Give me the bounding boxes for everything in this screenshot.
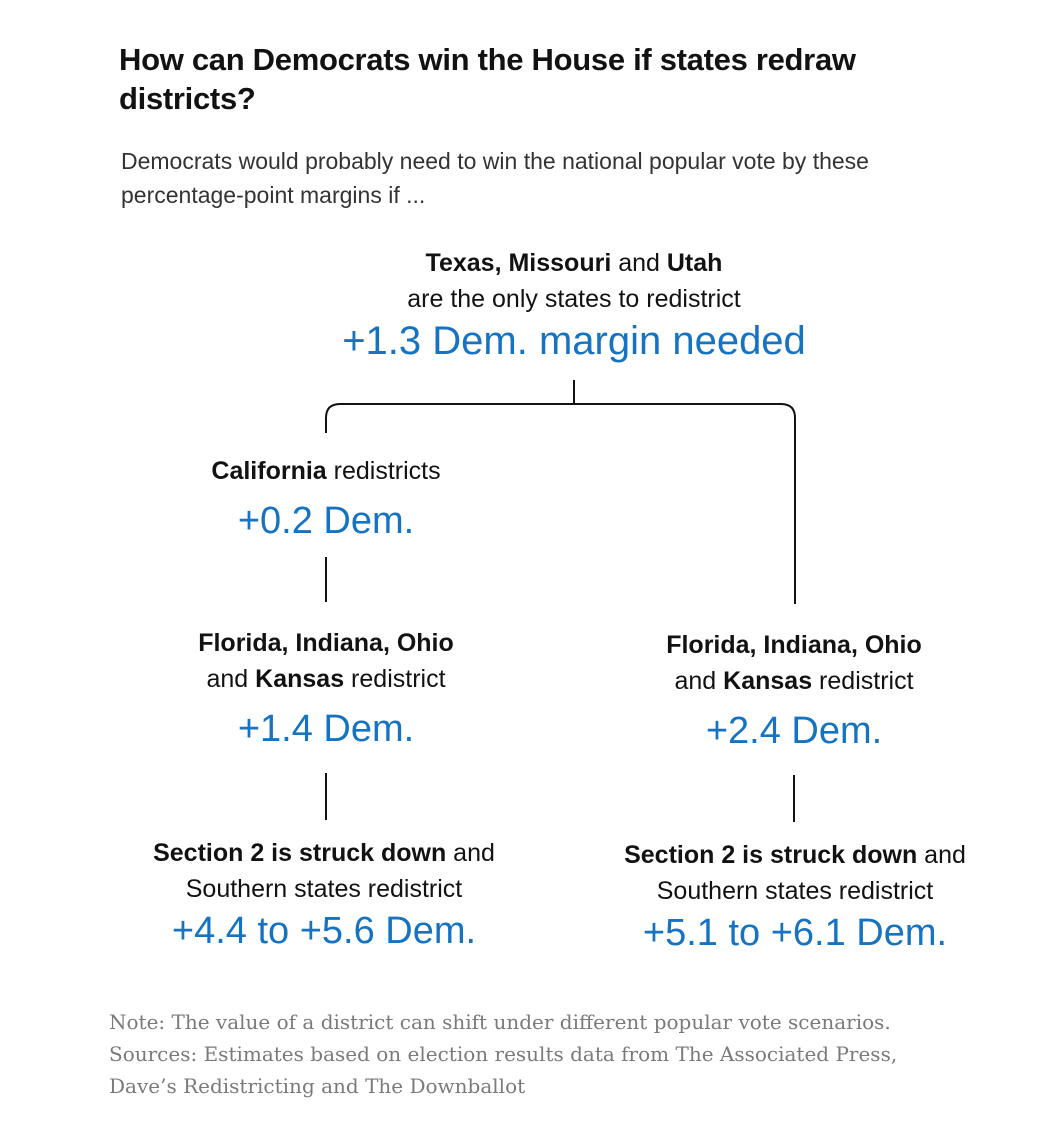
left-florida-node [126, 625, 526, 753]
root-label-line1 [324, 245, 824, 281]
california-node [126, 453, 526, 545]
right-florida-value: +2.4 Dem. [705, 710, 883, 752]
right-florida-and: and [674, 667, 724, 695]
left-section2-bold: Section 2 is struck down [153, 839, 447, 867]
left-section2-rest: and [446, 839, 495, 867]
page-title: How can Democrats win the House if states redraw districts? [119, 42, 856, 116]
right-florida-line1 [594, 627, 994, 663]
california-bold: California [211, 457, 327, 485]
right-section2-rest: and [917, 841, 966, 869]
root-label-line2: are the only states to redistrict [407, 285, 741, 313]
left-florida-and: and [206, 665, 256, 693]
right-section2-line2: Southern states redistrict [656, 877, 934, 905]
left-section2-node [74, 835, 574, 955]
right-section2-bold: Section 2 is struck down [624, 841, 918, 869]
california-value: +0.2 Dem. [237, 500, 415, 542]
left-florida-value: +1.4 Dem. [237, 708, 415, 750]
root-state-utah: Utah [666, 249, 723, 277]
right-section2-node [545, 837, 1045, 957]
root-node [324, 245, 824, 365]
right-florida-node [594, 627, 994, 755]
source-note: Note: The value of a district can shift under different popular vote scenarios. Sources: Estimates based on election results data from The Associated Press, Dave’s Redistricting and The Downballot [109, 1010, 898, 1098]
right-section2-value: +5.1 to +6.1 Dem. [642, 912, 948, 954]
page-subtitle: Democrats would probably need to win the national popular vote by these percentage-point margins if ... [121, 148, 869, 208]
right-florida-states: Florida, Indiana, Ohio [666, 631, 922, 659]
left-section2-line2: Southern states redistrict [185, 875, 463, 903]
right-section2-line1 [545, 837, 1045, 873]
root-states-bold: Texas, Missouri [425, 249, 612, 277]
left-florida-line2 [126, 661, 526, 697]
california-rest: redistricts [326, 457, 441, 485]
root-value: +1.3 Dem. margin needed [342, 319, 806, 363]
left-section2-value: +4.4 to +5.6 Dem. [171, 910, 477, 952]
left-florida-line1 [126, 625, 526, 661]
right-florida-kansas: Kansas [723, 667, 813, 695]
california-label [126, 453, 526, 489]
left-florida-rest: redistrict [344, 665, 446, 693]
left-florida-kansas: Kansas [255, 665, 345, 693]
left-florida-states: Florida, Indiana, Ohio [198, 629, 454, 657]
left-section2-line1 [74, 835, 574, 871]
right-florida-line2 [594, 663, 994, 699]
root-conjunction: and [611, 249, 667, 277]
right-florida-rest: redistrict [812, 667, 914, 695]
